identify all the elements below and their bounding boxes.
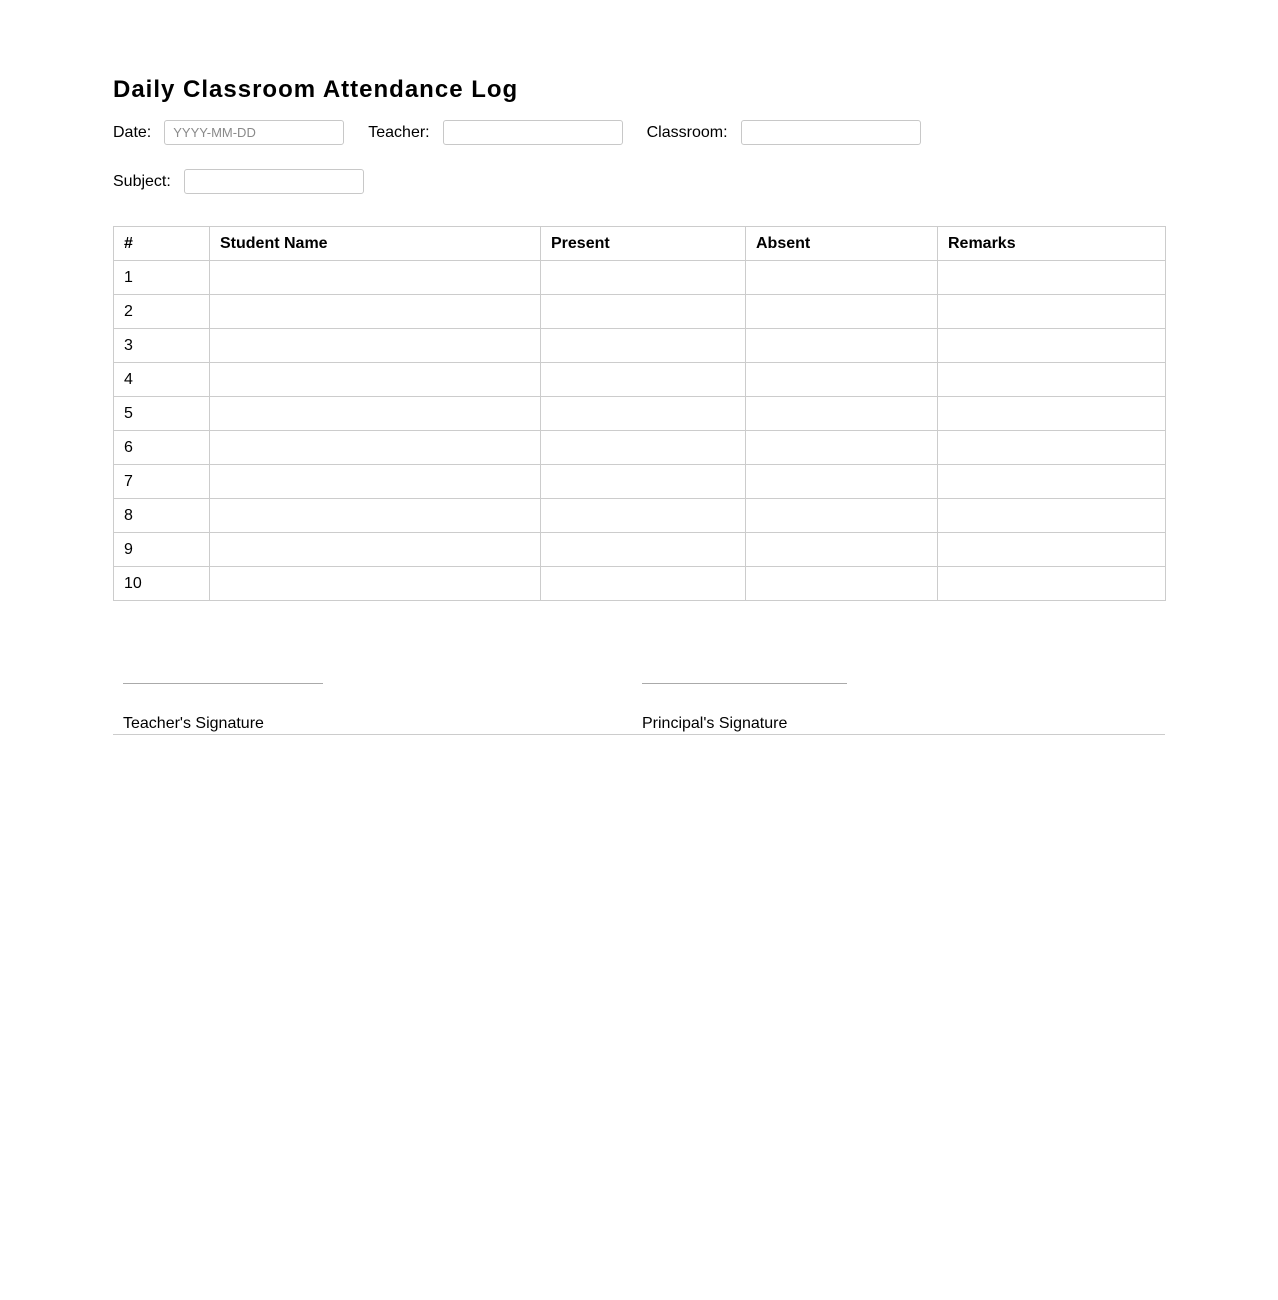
principal-signature-label: Principal's Signature — [642, 715, 788, 732]
remarks-cell[interactable] — [938, 329, 1166, 363]
present-cell[interactable] — [541, 295, 746, 329]
date-label: Date: — [113, 123, 152, 141]
absent-cell[interactable] — [746, 499, 938, 533]
remarks-cell[interactable] — [938, 533, 1166, 567]
present-cell[interactable] — [541, 567, 746, 601]
row-number: 6 — [114, 431, 210, 465]
present-cell[interactable] — [541, 499, 746, 533]
remarks-cell[interactable] — [938, 397, 1166, 431]
row-number: 2 — [114, 295, 210, 329]
row-number: 5 — [114, 397, 210, 431]
table-row — [114, 329, 1166, 363]
remarks-cell[interactable] — [938, 499, 1166, 533]
row-number: 7 — [114, 465, 210, 499]
principal-signature-line[interactable] — [642, 683, 847, 684]
student-name-cell[interactable] — [210, 295, 541, 329]
teacher-label: Teacher: — [368, 123, 430, 141]
present-cell[interactable] — [541, 329, 746, 363]
absent-cell[interactable] — [746, 431, 938, 465]
student-name-cell[interactable] — [210, 533, 541, 567]
classroom-field-group — [647, 120, 921, 145]
table-row — [114, 431, 1166, 465]
absent-cell[interactable] — [746, 397, 938, 431]
absent-cell[interactable] — [746, 567, 938, 601]
row-number: 8 — [114, 499, 210, 533]
header-fields-row-2 — [113, 169, 388, 194]
teacher-signature-line[interactable] — [123, 683, 323, 684]
row-number: 10 — [114, 567, 210, 601]
remarks-cell[interactable] — [938, 431, 1166, 465]
table-row — [114, 295, 1166, 329]
date-field-group — [113, 120, 344, 145]
present-cell[interactable] — [541, 465, 746, 499]
present-cell[interactable] — [541, 431, 746, 465]
classroom-label: Classroom: — [646, 123, 728, 141]
student-name-cell[interactable] — [210, 329, 541, 363]
classroom-input[interactable] — [741, 120, 921, 145]
student-name-cell[interactable] — [210, 499, 541, 533]
remarks-cell[interactable] — [938, 363, 1166, 397]
student-name-cell[interactable] — [210, 567, 541, 601]
row-number: 4 — [114, 363, 210, 397]
teacher-field-group — [368, 120, 622, 145]
table-row — [114, 397, 1166, 431]
teacher-input[interactable] — [443, 120, 623, 145]
row-number: 9 — [114, 533, 210, 567]
row-number: 1 — [114, 261, 210, 295]
student-name-cell[interactable] — [210, 431, 541, 465]
remarks-cell[interactable] — [938, 295, 1166, 329]
remarks-cell[interactable] — [938, 567, 1166, 601]
subject-input[interactable] — [184, 169, 364, 194]
date-input[interactable] — [164, 120, 344, 145]
present-cell[interactable] — [541, 533, 746, 567]
subject-label: Subject: — [113, 172, 171, 190]
subject-field-group — [113, 169, 364, 194]
page-title: Daily Classroom Attendance Log — [113, 76, 519, 103]
student-name-cell[interactable] — [210, 397, 541, 431]
header-fields-row-1 — [113, 120, 945, 145]
student-name-cell[interactable] — [210, 465, 541, 499]
absent-cell[interactable] — [746, 465, 938, 499]
present-cell[interactable] — [541, 397, 746, 431]
table-row — [114, 533, 1166, 567]
absent-cell[interactable] — [746, 533, 938, 567]
column-header-number: # — [114, 227, 210, 261]
teacher-signature-label: Teacher's Signature — [123, 715, 264, 732]
table-row — [114, 567, 1166, 601]
student-name-cell[interactable] — [210, 363, 541, 397]
present-cell[interactable] — [541, 363, 746, 397]
table-row — [114, 465, 1166, 499]
column-header-present: Present — [541, 227, 746, 261]
column-header-absent: Absent — [746, 227, 938, 261]
remarks-cell[interactable] — [938, 261, 1166, 295]
table-row — [114, 499, 1166, 533]
table-row — [114, 261, 1166, 295]
signature-section — [113, 630, 1165, 735]
absent-cell[interactable] — [746, 261, 938, 295]
remarks-cell[interactable] — [938, 465, 1166, 499]
row-number: 3 — [114, 329, 210, 363]
present-cell[interactable] — [541, 261, 746, 295]
absent-cell[interactable] — [746, 295, 938, 329]
column-header-student-name: Student Name — [210, 227, 541, 261]
absent-cell[interactable] — [746, 329, 938, 363]
absent-cell[interactable] — [746, 363, 938, 397]
table-header-row — [114, 227, 1166, 261]
table-row — [114, 363, 1166, 397]
attendance-table — [113, 226, 1166, 601]
student-name-cell[interactable] — [210, 261, 541, 295]
column-header-remarks: Remarks — [938, 227, 1166, 261]
